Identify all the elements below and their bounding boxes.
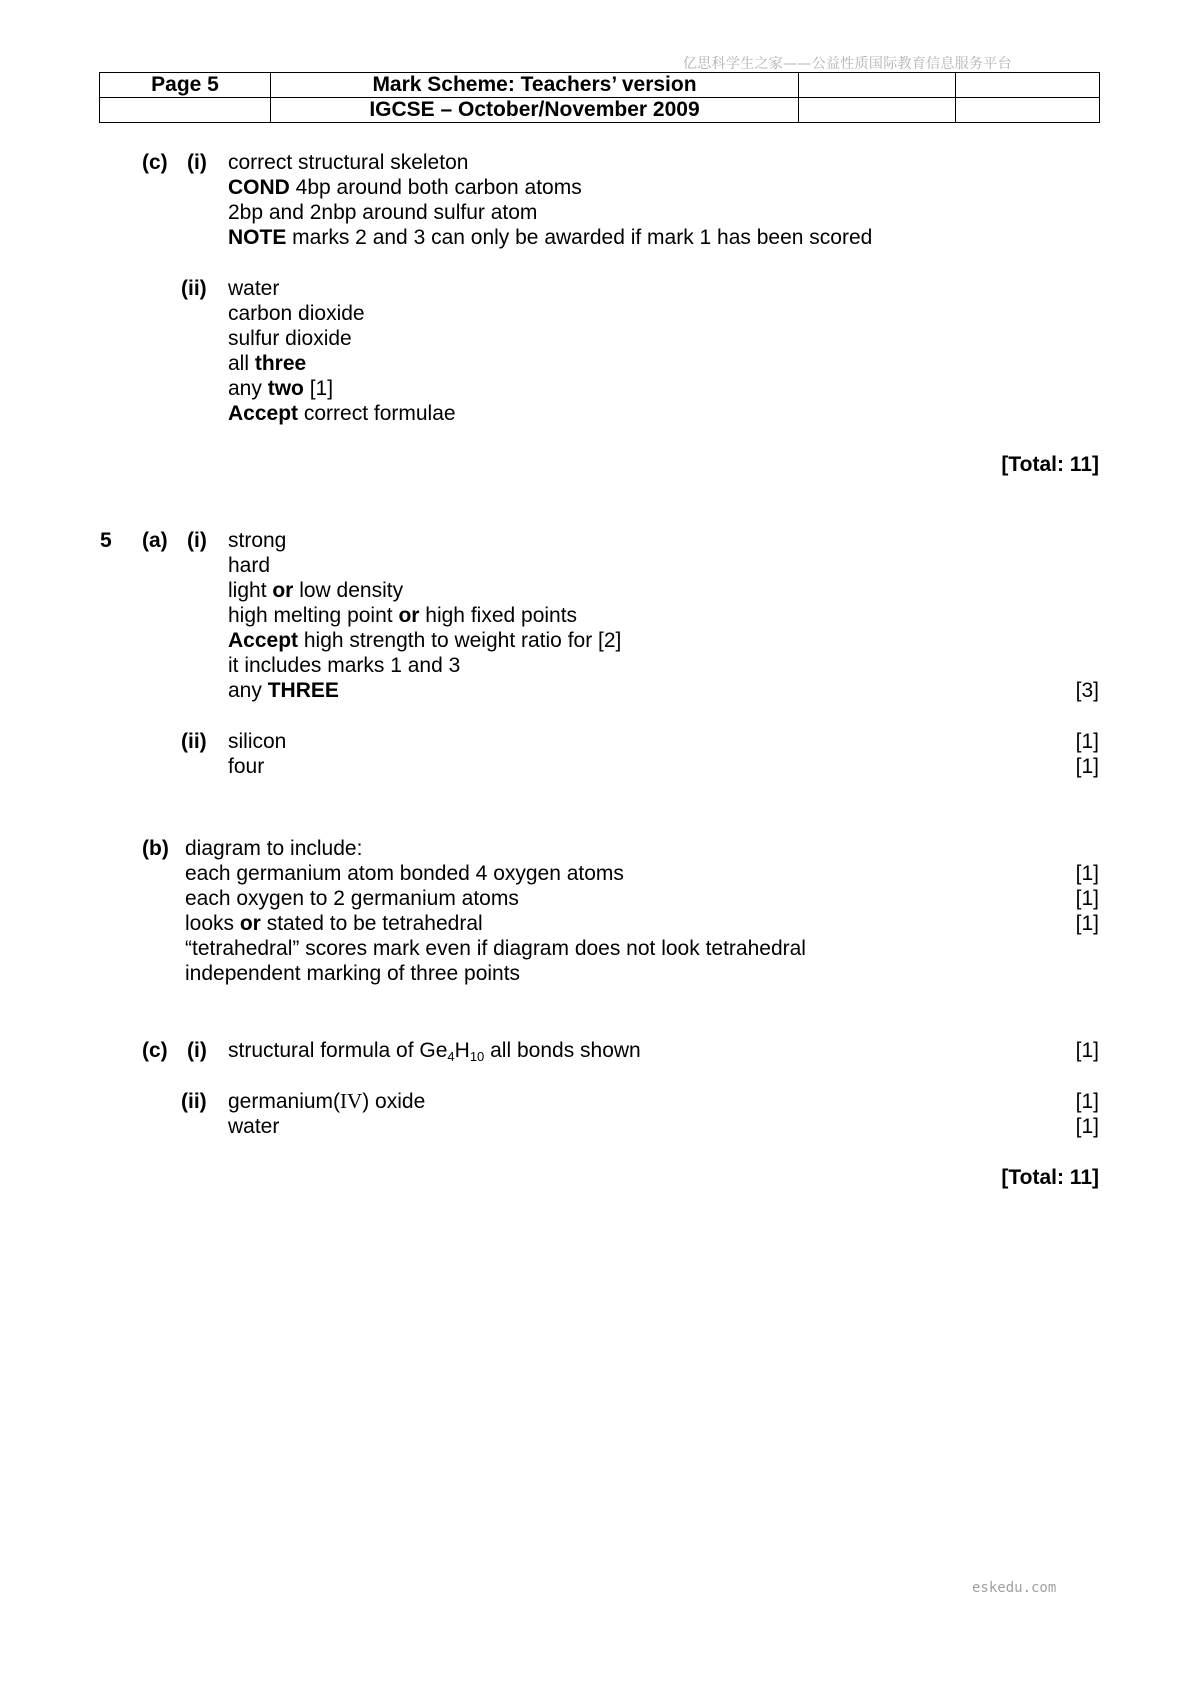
q5-number: 5: [100, 529, 112, 552]
keyword-or: or: [239, 912, 261, 935]
keyword-or: or: [272, 579, 294, 602]
header-empty-cell: [799, 73, 956, 98]
text-fragment: marks 2 and 3 can only be awarded if mark 1 has been scored: [286, 226, 873, 249]
q4c-i-line: 2bp and 2nbp around sulfur atom: [228, 201, 538, 224]
q5b-line: each germanium atom bonded 4 oxygen atoms: [185, 862, 624, 885]
text-fragment: germanium(: [228, 1090, 341, 1113]
q5a-i-line: [228, 678, 339, 703]
q5c-ii-line: water: [228, 1115, 280, 1138]
text-fragment: stated to be tetrahedral: [260, 912, 483, 935]
text-fragment: correct formulae: [298, 402, 456, 425]
header-page: Page 5: [100, 73, 271, 98]
keyword-two: two: [267, 377, 304, 400]
header-title: Mark Scheme: Teachers’ version: [271, 73, 799, 98]
q5a-i-line: [228, 578, 403, 603]
header-empty-cell: [956, 73, 1100, 98]
text-fragment: high melting point: [228, 604, 399, 627]
q5b-line: [185, 911, 483, 936]
q4-total: [Total: 11]: [1001, 453, 1099, 476]
keyword-or: or: [398, 604, 420, 627]
text-fragment: H: [454, 1039, 470, 1062]
keyword-accept: Accept: [228, 629, 299, 652]
q5a-ii-label: (ii): [181, 730, 207, 753]
q5c-i-label: (i): [187, 1039, 207, 1062]
q5a-i-line: strong: [228, 529, 287, 552]
text-fragment: [1]: [303, 377, 334, 400]
q5b-part-label: (b): [142, 837, 169, 860]
mark: [1]: [1075, 912, 1099, 935]
keyword-three: three: [254, 352, 307, 375]
q5b-line: independent marking of three points: [185, 962, 521, 985]
mark: [3]: [1075, 679, 1099, 702]
q4c-ii-line: [228, 351, 306, 376]
q4c-i-line: correct structural skeleton: [228, 151, 469, 174]
q5a-ii-line: silicon: [228, 730, 287, 753]
q5a-i-line: it includes marks 1 and 3: [228, 654, 461, 677]
text-fragment: all bonds shown: [484, 1039, 641, 1062]
watermark-top: 亿思科学生之家——公益性质国际教育信息服务平台: [683, 56, 1012, 72]
mark: [1]: [1075, 1090, 1099, 1113]
text-fragment: high strength to weight ratio for [2]: [298, 629, 622, 652]
text-fragment: all: [228, 352, 255, 375]
q4c-i-line: [228, 225, 872, 250]
header-subtitle: IGCSE – October/November 2009: [271, 98, 799, 123]
subscript: 10: [469, 1049, 485, 1064]
q4c-i-line: [228, 175, 582, 200]
q4c-i-label: (i): [187, 151, 207, 174]
mark: [1]: [1075, 755, 1099, 778]
q5a-part-label: (a): [142, 529, 168, 552]
header-empty-cell: [956, 98, 1100, 123]
q4c-ii-line: sulfur dioxide: [228, 327, 352, 350]
text-fragment: light: [228, 579, 273, 602]
keyword-accept: Accept: [228, 402, 299, 425]
header-empty-cell: [100, 98, 271, 123]
text-fragment: structural formula of Ge: [228, 1039, 448, 1062]
text-fragment: any: [228, 377, 268, 400]
mark: [1]: [1075, 862, 1099, 885]
q5c-ii-line: [228, 1089, 425, 1114]
q4c-ii-line: water: [228, 277, 280, 300]
header-table: [99, 72, 1100, 123]
q5a-i-label: (i): [187, 529, 207, 552]
q5a-i-line: [228, 603, 577, 628]
keyword-three: THREE: [267, 679, 339, 702]
q4c-ii-label: (ii): [181, 277, 207, 300]
q5b-line: “tetrahedral” scores mark even if diagram does not look tetrahedral: [185, 937, 806, 960]
keyword-note: NOTE: [228, 226, 287, 249]
text-fragment: any: [228, 679, 268, 702]
q5a-ii-line: four: [228, 755, 265, 778]
q5-total: [Total: 11]: [1001, 1166, 1099, 1189]
keyword-cond: COND: [228, 176, 290, 199]
q4c-ii-line: [228, 376, 333, 401]
text-fragment: high fixed points: [419, 604, 578, 627]
q5c-ii-label: (ii): [181, 1090, 207, 1113]
mark: [1]: [1075, 730, 1099, 753]
q5c-i-line: [228, 1038, 641, 1063]
q5a-i-line: hard: [228, 554, 271, 577]
q4c-ii-line: [228, 401, 456, 426]
q5b-line: each oxygen to 2 germanium atoms: [185, 887, 519, 910]
q5c-part-label: (c): [142, 1039, 168, 1062]
q5b-line: diagram to include:: [185, 837, 363, 860]
mark: [1]: [1075, 1039, 1099, 1062]
subscript: 4: [447, 1049, 455, 1064]
q5a-i-line: [228, 628, 621, 653]
text-fragment: 4bp around both carbon atoms: [289, 176, 582, 199]
text-fragment: looks: [185, 912, 240, 935]
header-empty-cell: [799, 98, 956, 123]
roman-numeral: IV: [340, 1089, 363, 1113]
q4c-ii-line: carbon dioxide: [228, 302, 365, 325]
mark: [1]: [1075, 887, 1099, 910]
q4c-part-label: (c): [142, 151, 168, 174]
text-fragment: low density: [293, 579, 404, 602]
mark: [1]: [1075, 1115, 1099, 1138]
watermark-bottom: eskedu.com: [972, 1580, 1057, 1596]
text-fragment: ) oxide: [362, 1090, 426, 1113]
